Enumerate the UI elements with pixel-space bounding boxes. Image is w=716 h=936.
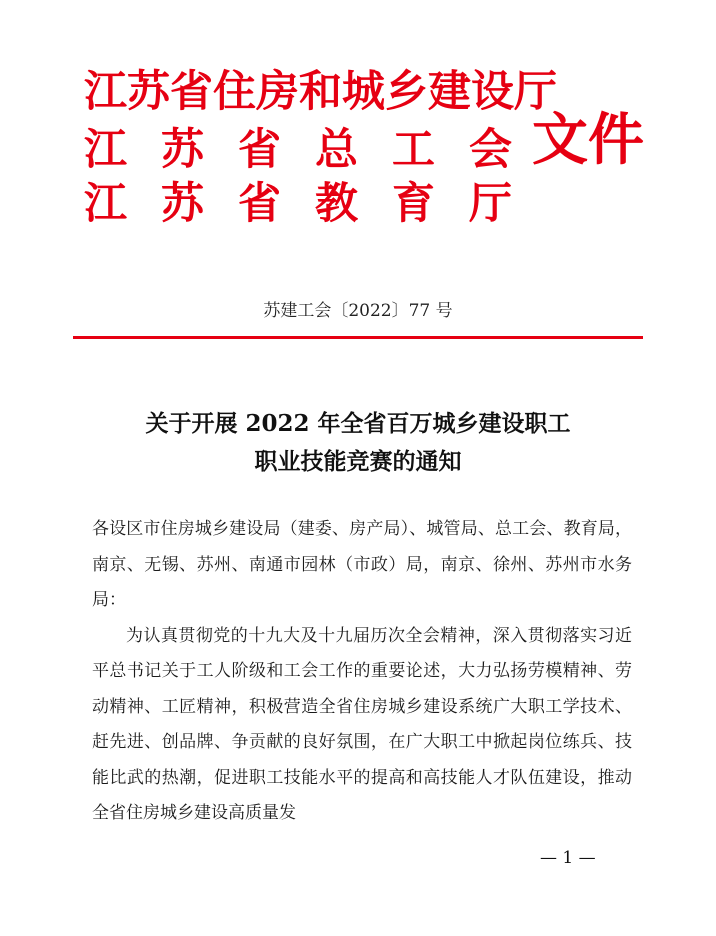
page-number: — 1 — xyxy=(540,848,596,868)
document-body xyxy=(92,512,632,832)
addressees: 各设区市住房城乡建设局（建委、房产局）、城管局、总工会、教育局，南京、无锡、苏州、南通市园林（市政）局，南京、徐州、苏州市水务局： xyxy=(92,519,632,610)
document-header xyxy=(0,0,716,240)
issuer-federation-of-trade-unions: 江苏省总工会 xyxy=(84,125,546,175)
red-separator-line xyxy=(73,336,643,339)
body-paragraph: 为认真贯彻党的十九大及十九届历次全会精神，深入贯彻落实习近平总书记关于工人阶级和工会工作的重要论述，大力弘扬劳模精神、劳动精神、工匠精神，积极营造全省住房城乡建设系统广大职工学技术、赶先进、创品牌、争贡献的良好氛围，在广大职工中掀起岗位练兵、技能比武的热潮，促进职工技能水平的提高和高技能人才队伍建设，推动全省住房城乡建设高质量发 xyxy=(92,625,632,823)
document-title xyxy=(0,405,716,481)
title-line-2: 职业技能竞赛的通知 xyxy=(254,448,462,475)
document-number: 苏建工会〔2022〕77 号 xyxy=(263,301,453,321)
document-label: 文件 xyxy=(532,108,644,173)
issuer-housing-department: 江苏省住房和城乡建设厅 xyxy=(84,67,557,117)
issuer-education-department: 江苏省教育厅 xyxy=(84,179,546,229)
title-line-1: 关于开展 2022 年全省百万城乡建设职工 xyxy=(145,410,571,437)
